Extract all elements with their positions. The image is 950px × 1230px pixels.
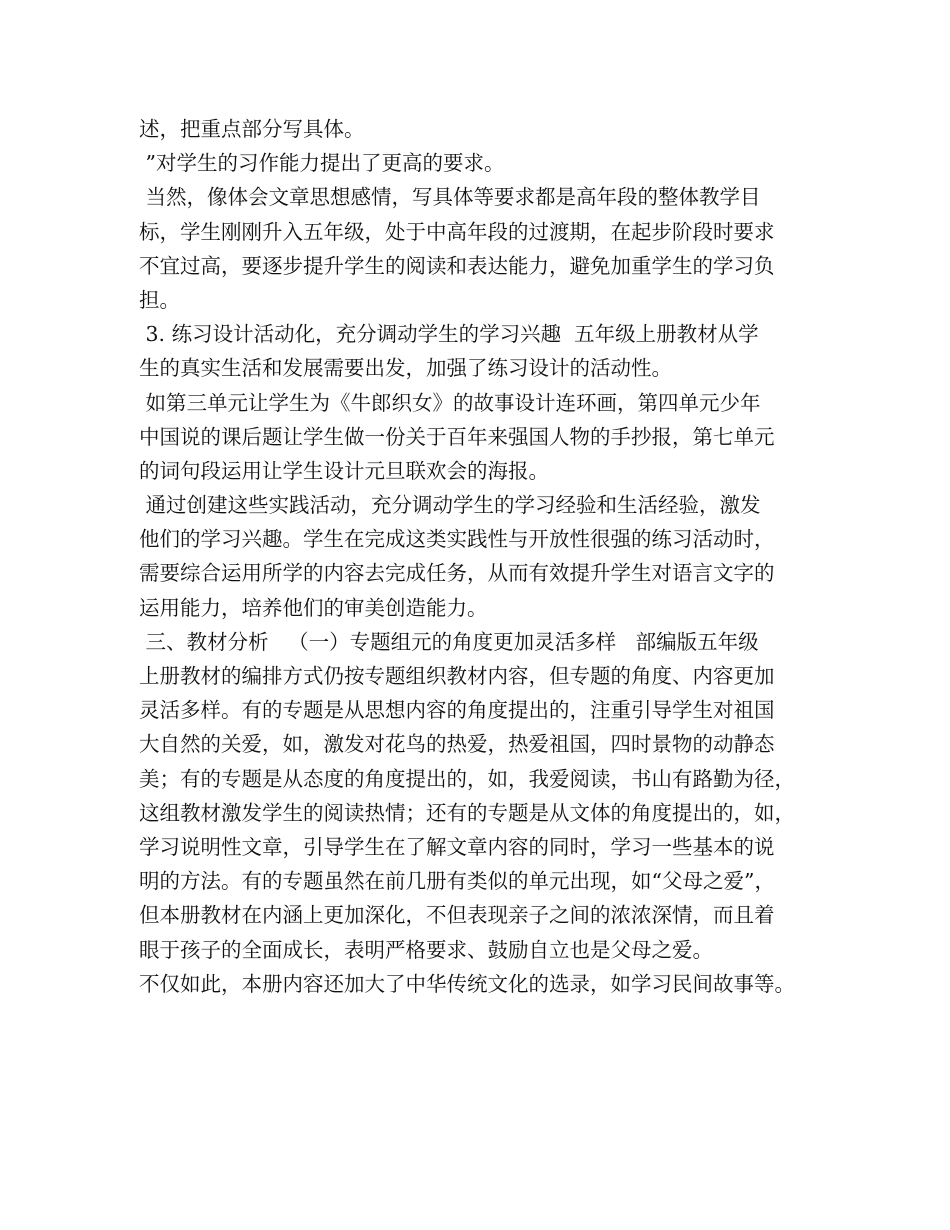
text-line: 美；有的专题是从态度的角度提出的，如，我爱阅读，书山有路勤为径， — [139, 766, 795, 791]
text-line: 不宜过高，要逐步提升学生的阅读和表达能力，避免加重学生的学习负 — [139, 253, 775, 278]
text-line: 当然，像体会文章思想感情，写具体等要求都是高年段的整体教学目 — [139, 185, 761, 210]
text-line: 中国说的课后题让学生做一份关于百年来强国人物的手抄报，第七单元 — [139, 424, 775, 449]
text-line: 的词句段运用让学生设计元旦联欢会的海报。 — [139, 458, 549, 483]
text-line: 担。 — [139, 287, 180, 312]
text-line: 不仅如此，本册内容还加大了中华传统文化的选录，如学习民间故事等。 — [139, 971, 795, 996]
text-line: 通过创建这些实践活动，充分调动学生的学习经验和生活经验，激发 — [139, 493, 761, 518]
text-line: 述，把重点部分写具体。 — [139, 117, 365, 141]
text-line: 这组教材激发学生的阅读热情；还有的专题是从文体的角度提出的，如， — [139, 800, 795, 825]
body-text — [139, 112, 839, 1001]
text-line: 3. 练习设计活动化，充分调动学生的学习兴趣 五年级上册教材从学 — [139, 322, 759, 347]
text-line: 标，学生刚刚升入五年级，处于中高年段的过渡期，在起步阶段时要求 — [139, 219, 775, 244]
text-line: 明的方法。有的专题虽然在前几册有类似的单元出现，如“父母之爱”， — [139, 869, 775, 894]
text-line: 他们的学习兴趣。学生在完成这类实践性与开放性很强的练习活动时， — [139, 527, 775, 552]
text-line: 灵活多样。有的专题是从思想内容的角度提出的，注重引导学生对祖国 — [139, 698, 775, 723]
text-line: 学习说明性文章，引导学生在了解文章内容的同时，学习一些基本的说 — [139, 834, 775, 859]
text-line: 生的真实生活和发展需要出发，加强了练习设计的活动性。 — [139, 356, 672, 381]
text-line: ”对学生的习作能力提出了更高的要求。 — [139, 151, 505, 176]
text-line: 大自然的关爱，如，激发对花鸟的热爱，热爱祖国，四时景物的动静态 — [139, 732, 775, 757]
text-line: 三、教材分析 （一）专题组元的角度更加灵活多样 部编版五年级 — [139, 629, 759, 654]
text-line: 上册教材的编排方式仍按专题组织教材内容，但专题的角度、内容更加 — [139, 664, 775, 688]
text-line: 运用能力，培养他们的审美创造能力。 — [139, 595, 488, 620]
text-line: 如第三单元让学生为《牛郎织女》的故事设计连环画，第四单元少年 — [139, 390, 761, 415]
text-line: 眼于孩子的全面成长，表明严格要求、鼓励自立也是父母之爱。 — [139, 937, 713, 962]
text-line: 但本册教材在内涵上更加深化，不但表现亲子之间的浓浓深情，而且着 — [139, 903, 775, 928]
text-line: 需要综合运用所学的内容去完成任务，从而有效提升学生对语言文字的 — [139, 561, 775, 586]
